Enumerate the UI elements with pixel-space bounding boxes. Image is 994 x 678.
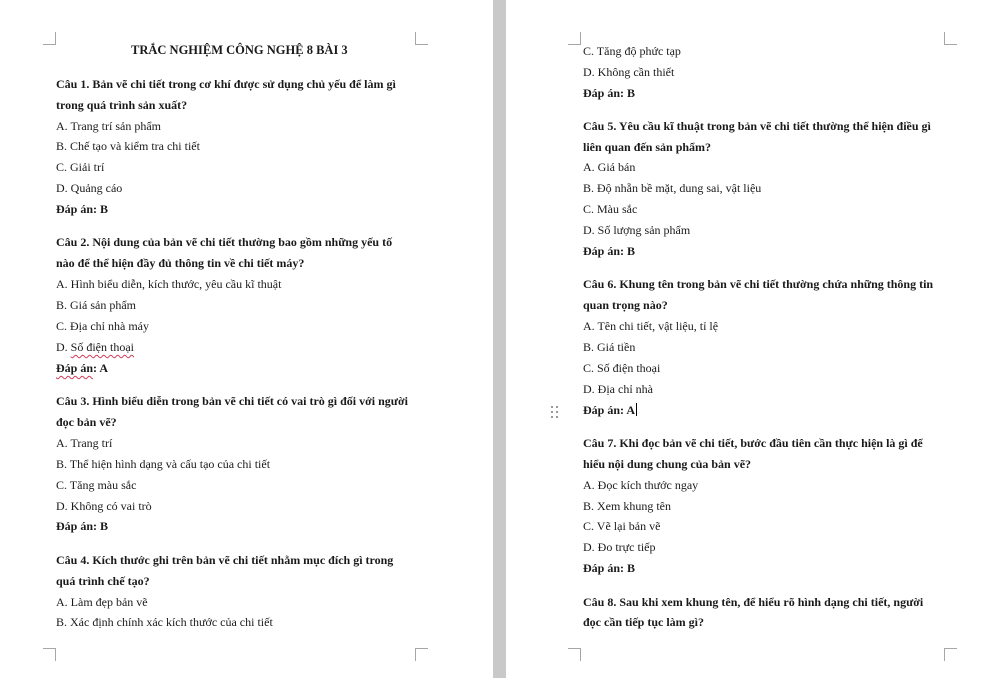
question-2-line-1[interactable]: Câu 2. Nội dung của bản vẽ chi tiết thường bao gồm những yếu tố — [56, 235, 393, 249]
question-2-option-c[interactable]: C. Địa chỉ nhà máy — [56, 319, 149, 333]
question-4-answer[interactable]: Đáp án: B — [583, 86, 636, 100]
crop-mark — [944, 32, 957, 45]
crop-mark — [568, 32, 581, 45]
question-3-option-c[interactable]: C. Tăng màu sắc — [56, 478, 137, 492]
question-3-option-b[interactable]: B. Thể hiện hình dạng và cấu tạo của chi tiết — [56, 457, 271, 471]
question-1-option-b[interactable]: B. Chế tạo và kiểm tra chi tiết — [56, 139, 200, 153]
question-8-line-2[interactable]: đọc cần tiếp tục làm gì? — [583, 615, 704, 629]
question-5-option-a[interactable]: A. Giá bán — [583, 160, 636, 174]
question-5-answer[interactable]: Đáp án: B — [583, 244, 636, 258]
question-6-answer[interactable] — [583, 403, 637, 417]
question-4-option-c[interactable]: C. Tăng độ phức tạp — [583, 44, 681, 58]
question-3-option-a[interactable]: A. Trang trí — [56, 436, 113, 450]
question-6-option-a[interactable]: A. Tên chi tiết, vật liệu, tỉ lệ — [583, 319, 719, 333]
question-1-answer[interactable]: Đáp án: B — [56, 202, 109, 216]
question-1-option-c[interactable]: C. Giải trí — [56, 160, 105, 174]
spellcheck-underlined-text[interactable]: Số điện thoại — [70, 340, 134, 354]
question-1-option-a[interactable]: A. Trang trí sản phẩm — [56, 119, 161, 133]
question-3-line-1[interactable]: Câu 3. Hình biểu diễn trong bản vẽ chi tiết có vai trò gì đối với người — [56, 394, 408, 408]
crop-mark — [415, 32, 428, 45]
question-6-option-c[interactable]: C. Số điện thoại — [583, 361, 661, 375]
crop-mark — [568, 648, 581, 661]
answer-value: : A — [93, 361, 109, 375]
question-2-option-a[interactable]: A. Hình biểu diễn, kích thước, yêu cầu kĩ thuật — [56, 277, 282, 291]
question-2-answer[interactable] — [56, 361, 108, 375]
question-7-option-a[interactable]: A. Đọc kích thước ngay — [583, 478, 699, 492]
question-7-option-d[interactable]: D. Đo trực tiếp — [583, 540, 656, 554]
question-1-line-1[interactable]: Câu 1. Bản vẽ chi tiết trong cơ khí được sử dụng chủ yếu để làm gì — [56, 77, 396, 91]
question-4-option-b[interactable]: B. Xác định chính xác kích thước của chi tiết — [56, 615, 273, 629]
question-4-line-1[interactable]: Câu 4. Kích thước ghi trên bản vẽ chi tiết nhằm mục đích gì trong — [56, 553, 394, 567]
crop-mark — [944, 648, 957, 661]
question-4-line-2[interactable]: quá trình chế tạo? — [56, 574, 150, 588]
crop-mark — [415, 648, 428, 661]
document-page-right[interactable] — [506, 0, 994, 678]
question-2-option-d[interactable] — [56, 340, 134, 354]
question-5-option-d[interactable]: D. Số lượng sản phẩm — [583, 223, 691, 237]
question-6-option-b[interactable]: B. Giá tiền — [583, 340, 636, 354]
option-d-prefix: D. — [56, 340, 71, 354]
question-7-line-2[interactable]: hiểu nội dung chung của bản vẽ? — [583, 457, 752, 471]
document-page-left[interactable] — [0, 0, 493, 678]
answer-text: Đáp án: A — [583, 403, 636, 417]
question-6-line-2[interactable]: quan trọng nào? — [583, 298, 668, 312]
question-2-option-b[interactable]: B. Giá sản phẩm — [56, 298, 136, 312]
question-6-option-d[interactable]: D. Địa chỉ nhà — [583, 382, 653, 396]
question-3-line-2[interactable]: đọc bản vẽ? — [56, 415, 117, 429]
spellcheck-underlined-text[interactable]: Đáp án — [56, 361, 94, 375]
question-4-option-d[interactable]: D. Không cần thiết — [583, 65, 675, 79]
question-7-answer[interactable]: Đáp án: B — [583, 561, 636, 575]
question-7-option-c[interactable]: C. Vẽ lại bản vẽ — [583, 519, 661, 533]
question-8-line-1[interactable]: Câu 8. Sau khi xem khung tên, để hiểu rõ hình dạng chi tiết, người — [583, 595, 924, 609]
question-3-option-d[interactable]: D. Không có vai trò — [56, 499, 152, 513]
question-4-option-a[interactable]: A. Làm đẹp bản vẽ — [56, 595, 148, 609]
question-1-option-d[interactable]: D. Quảng cáo — [56, 181, 123, 195]
question-5-option-b[interactable]: B. Độ nhẵn bề mặt, dung sai, vật liệu — [583, 181, 762, 195]
question-7-option-b[interactable]: B. Xem khung tên — [583, 499, 671, 513]
question-1-line-2[interactable]: trong quá trình sản xuất? — [56, 98, 188, 112]
question-3-answer[interactable]: Đáp án: B — [56, 519, 109, 533]
crop-mark — [43, 32, 56, 45]
question-5-line-1[interactable]: Câu 5. Yêu cầu kĩ thuật trong bản vẽ chi tiết thường thể hiện điều gì — [583, 119, 931, 133]
drag-handle-icon[interactable] — [550, 405, 560, 419]
document-title[interactable]: TRẮC NGHIỆM CÔNG NGHỆ 8 BÀI 3 — [131, 43, 348, 57]
text-cursor — [636, 403, 637, 416]
crop-mark — [43, 648, 56, 661]
question-6-line-1[interactable]: Câu 6. Khung tên trong bản vẽ chi tiết thường chứa những thông tin — [583, 277, 934, 291]
question-5-option-c[interactable]: C. Màu sắc — [583, 202, 638, 216]
question-2-line-2[interactable]: nào để thể hiện đầy đủ thông tin về chi tiết máy? — [56, 256, 305, 270]
question-5-line-2[interactable]: liên quan đến sản phẩm? — [583, 140, 712, 154]
question-7-line-1[interactable]: Câu 7. Khi đọc bản vẽ chi tiết, bước đầu tiên cần thực hiện là gì để — [583, 436, 923, 450]
page-gap — [493, 0, 506, 678]
